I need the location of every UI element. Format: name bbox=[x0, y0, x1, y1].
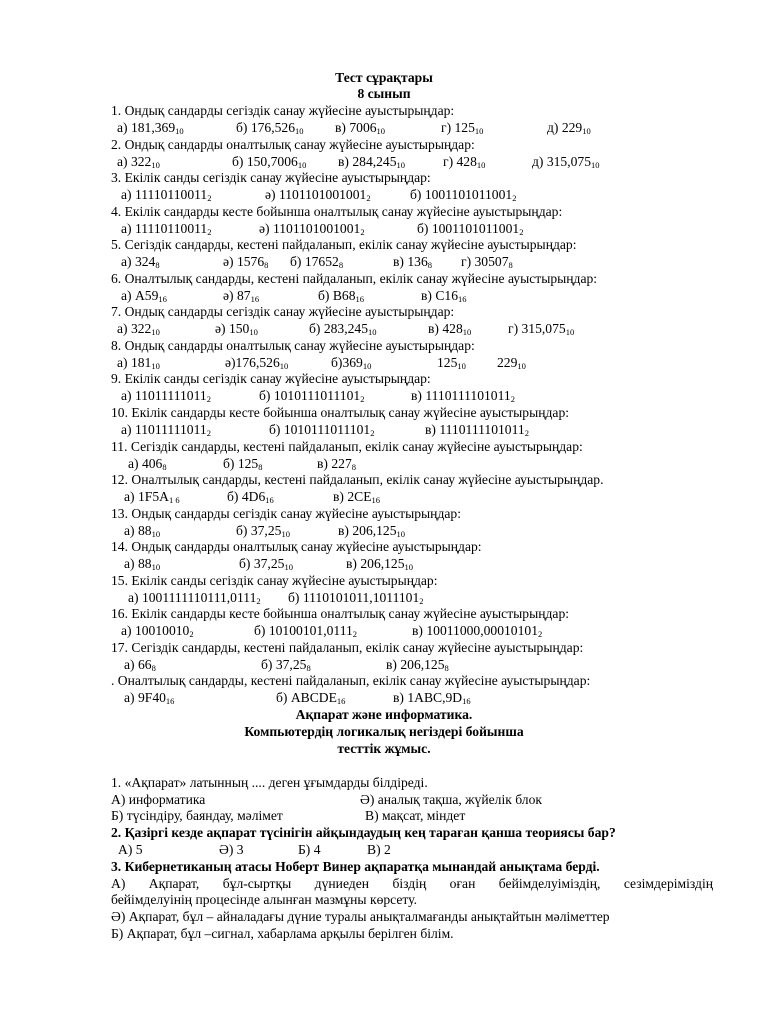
option-base-subscript: 16 bbox=[165, 696, 175, 707]
option-value: д) 315,075 bbox=[532, 153, 592, 169]
option-value: ә) 1576 bbox=[223, 254, 265, 270]
option-value: д) 229 bbox=[547, 120, 583, 135]
option-base-subscript: 8 bbox=[306, 662, 311, 673]
question-11-text: 11. Сегіздік сандарды, кестені пайдаланып, екілік санау жүйесіне ауыстырыңдар: bbox=[111, 438, 583, 454]
question-11-option-3 bbox=[317, 456, 356, 473]
option-base-subscript: 16 bbox=[336, 696, 346, 707]
question-10-option-2 bbox=[269, 422, 374, 439]
question-3-option-1 bbox=[121, 187, 211, 204]
option-value: в) 2CE bbox=[333, 489, 372, 504]
option-value: б) 1110101011,1011101 bbox=[288, 589, 420, 605]
option-base-subscript: 10 bbox=[404, 562, 414, 573]
question-18-options bbox=[0, 690, 768, 707]
option-base-subscript: 16 bbox=[355, 293, 365, 304]
option-base-subscript: 8 bbox=[444, 662, 449, 673]
option-value: а) 11011111011 bbox=[121, 388, 207, 404]
question-18-option-3 bbox=[393, 690, 471, 707]
option-value: б) 17652 bbox=[290, 254, 339, 270]
option-base-subscript: 10 bbox=[362, 360, 372, 371]
option-base-subscript: 2 bbox=[538, 629, 543, 640]
option-base-subscript: 10 bbox=[565, 327, 575, 338]
option-base-subscript: 8 bbox=[351, 461, 356, 472]
option-base-subscript: 2 bbox=[370, 427, 375, 438]
question-10-options bbox=[0, 422, 768, 439]
quiz-q2-option-ae: Ә) 3 bbox=[219, 842, 244, 857]
option-base-subscript: 2 bbox=[189, 629, 194, 640]
question-8-text: 8. Ондық сандарды оналтылық санау жүйесіне ауыстырыңдар: bbox=[111, 337, 475, 353]
question-7-text: 7. Ондық сандарды сегіздік санау жүйесіне ауыстырыңдар: bbox=[111, 304, 455, 320]
question-1-option-4 bbox=[441, 120, 483, 137]
option-value: ә) 87 bbox=[223, 287, 251, 303]
option-base-subscript: 8 bbox=[151, 662, 156, 673]
option-base-subscript: 10 bbox=[151, 327, 160, 338]
question-5-option-5 bbox=[461, 254, 513, 271]
question-2-option-5 bbox=[532, 154, 600, 171]
question-15-option-1 bbox=[128, 590, 261, 607]
option-base-subscript: 2 bbox=[524, 427, 529, 438]
quiz-q3-option-b: Б) Ақпарат, бұл –сигнал, хабарлама арқылы берілген білім. bbox=[111, 926, 454, 941]
question-5-text: 5. Сегіздік сандарды, кестені пайдаланып, екілік санау жүйесіне ауыстырыңдар: bbox=[111, 237, 577, 253]
quiz-q3-option-a-line1: А) Ақпарат, бұл-сыртқы дүниеден біздің оған бейімделуіміздің, сезімдеріміздің bbox=[111, 876, 713, 891]
question-9-option-3 bbox=[411, 388, 515, 405]
option-value: б) 1001101011001 bbox=[410, 187, 513, 203]
document-title: Тест сұрақтары bbox=[335, 70, 433, 85]
option-base-subscript: 10 bbox=[582, 126, 591, 136]
option-base-subscript: 2 bbox=[207, 226, 212, 237]
question-5-option-4 bbox=[393, 254, 432, 271]
question-3-option-2 bbox=[265, 187, 371, 204]
option-base-subscript: 2 bbox=[352, 629, 358, 640]
question-15-option-2 bbox=[288, 590, 424, 607]
quiz-q1-option-v: В) мақсат, міндет bbox=[365, 808, 466, 823]
question-8-option-5 bbox=[497, 355, 526, 372]
option-value: в) 284,245 bbox=[338, 153, 397, 169]
question-11-options bbox=[0, 456, 768, 473]
question-6-options bbox=[0, 288, 768, 305]
option-value: г) 315,075 bbox=[508, 321, 566, 337]
option-base-subscript: 8 bbox=[508, 260, 513, 271]
question-1-option-1 bbox=[117, 120, 184, 137]
question-8-option-3 bbox=[331, 355, 371, 372]
question-7-option-1 bbox=[117, 321, 160, 338]
quiz-q1-option-b: Б) түсіндіру, баяндау, мәлімет bbox=[111, 808, 283, 823]
question-15-options bbox=[0, 590, 768, 607]
option-base-subscript: 10 bbox=[474, 126, 484, 136]
question-9-option-1 bbox=[121, 388, 211, 405]
option-value: а) 1F5A bbox=[124, 489, 169, 504]
question-3-text: 3. Екілік санды сегіздік санау жүйесіне ауыстырыңдар: bbox=[111, 170, 431, 186]
option-value: в) 10011000,00010101 bbox=[412, 623, 538, 639]
option-base-subscript: 10 bbox=[396, 159, 406, 170]
option-base-subscript: 10 bbox=[297, 159, 307, 170]
option-value: б) 37,25 bbox=[261, 656, 307, 672]
question-7-option-5 bbox=[508, 321, 574, 338]
quiz-question-2: 2. Қазіргі кезде ақпарат түсінігін айқындаудың кең тараған қанша теориясы бар? bbox=[111, 825, 616, 840]
quiz-q3-option-ae: Ә) Ақпарат, бұл – айналадағы дүние туралы анықталмағанды анықтайтын мәліметтер bbox=[111, 909, 610, 924]
question-10-option-1 bbox=[121, 422, 211, 439]
option-base-subscript: 16 bbox=[250, 293, 260, 304]
question-6-option-4 bbox=[421, 288, 467, 305]
question-13-option-3 bbox=[338, 523, 405, 540]
question-14-option-3 bbox=[346, 556, 413, 573]
option-value: г) 125 bbox=[441, 120, 475, 135]
option-value: б) 1010111011101 bbox=[259, 388, 361, 404]
quiz-q2-option-a: А) 5 bbox=[118, 842, 143, 857]
option-value: 125 bbox=[437, 354, 458, 370]
question-4-options bbox=[0, 221, 768, 238]
question-7-options bbox=[0, 321, 768, 338]
option-value: а) 324 bbox=[121, 254, 156, 270]
option-base-subscript: 10 bbox=[476, 159, 486, 170]
quiz-q2-option-b: Б) 4 bbox=[298, 842, 321, 857]
option-value: в) 1ABC,9D bbox=[393, 690, 463, 706]
question-2-option-4 bbox=[443, 154, 485, 171]
question-5-options bbox=[0, 254, 768, 271]
option-base-subscript: 8 bbox=[162, 461, 167, 472]
option-base-subscript: 2 bbox=[360, 394, 365, 405]
question-5-option-3 bbox=[290, 254, 343, 271]
option-value: б) 125 bbox=[223, 455, 259, 471]
question-7-option-2 bbox=[215, 321, 258, 338]
question-17-option-1 bbox=[124, 657, 156, 674]
question-17-option-3 bbox=[386, 657, 449, 674]
question-16-option-2 bbox=[254, 623, 357, 640]
question-4-option-2 bbox=[259, 221, 365, 238]
question-13-options bbox=[0, 523, 768, 540]
option-value: а) 181,369 bbox=[117, 120, 176, 135]
option-value: ә) 1101101001001 bbox=[259, 220, 361, 236]
option-base-subscript: 10 bbox=[396, 528, 406, 539]
option-value: б)369 bbox=[331, 354, 363, 370]
question-2-text: 2. Ондық сандарды оналтылық санау жүйесіне ауыстырыңдар: bbox=[111, 136, 475, 152]
option-base-subscript: 8 bbox=[427, 260, 432, 271]
question-5-option-2 bbox=[223, 254, 268, 271]
option-value: в) 227 bbox=[317, 455, 352, 471]
section-title: Ақпарат және информатика. bbox=[295, 707, 473, 722]
quiz-q1-option-a: А) информатика bbox=[111, 792, 206, 807]
question-12-option-3 bbox=[333, 489, 380, 506]
option-value: а) 66 bbox=[124, 656, 152, 672]
question-15-text: 15. Екілік санды сегіздік санау жүйесіне ауыстырыңдар: bbox=[111, 572, 438, 588]
quiz-question-3: 3. Кибернетиканың атасы Ноберт Винер ақпаратқа мынандай анықтама берді. bbox=[111, 859, 600, 874]
question-10-option-3 bbox=[425, 422, 529, 439]
option-value: б) B68 bbox=[318, 287, 356, 303]
option-base-subscript: 2 bbox=[206, 427, 211, 438]
option-value: г) 30507 bbox=[461, 254, 509, 270]
option-value: в) 428 bbox=[428, 321, 463, 337]
option-value: а) 11011111011 bbox=[121, 421, 207, 437]
option-value: а) 406 bbox=[128, 455, 163, 471]
question-8-option-1 bbox=[117, 355, 160, 372]
option-base-subscript: 16 bbox=[462, 696, 471, 707]
question-3-option-3 bbox=[410, 187, 516, 204]
question-14-text: 14. Ондық сандарды оналтылық санау жүйесіне ауыстырыңдар: bbox=[111, 539, 482, 555]
question-7-option-4 bbox=[428, 321, 471, 338]
question-11-option-2 bbox=[223, 456, 262, 473]
option-base-subscript: 1 6 bbox=[168, 495, 180, 505]
option-value: а) 88 bbox=[124, 522, 152, 538]
option-value: ә)176,526 bbox=[225, 354, 280, 370]
question-9-options bbox=[0, 388, 768, 405]
question-16-options bbox=[0, 623, 768, 640]
question-18-option-1 bbox=[124, 690, 174, 707]
question-1-option-3 bbox=[335, 120, 385, 137]
option-value: б) 37,25 bbox=[239, 556, 285, 572]
question-8-option-2 bbox=[225, 355, 288, 372]
question-1-text: 1. Ондық сандарды сегіздік санау жүйесіне ауыстырыңдар: bbox=[111, 103, 455, 118]
option-value: в) C16 bbox=[421, 287, 459, 303]
option-base-subscript: 2 bbox=[207, 193, 212, 204]
option-base-subscript: 10 bbox=[462, 327, 472, 338]
question-12-options bbox=[0, 489, 768, 506]
question-9-text: 9. Екілік санды сегіздік санау жүйесіне ауыстырыңдар: bbox=[111, 371, 431, 387]
option-base-subscript: 8 bbox=[264, 260, 269, 271]
quiz-q3-option-a-line2: бейімделуінің процесінде алынған мазмұны көрсету. bbox=[111, 892, 417, 907]
question-9-option-2 bbox=[259, 388, 364, 405]
question-13-text: 13. Ондық сандарды сегіздік санау жүйесіне ауыстырыңдар: bbox=[111, 505, 461, 521]
option-value: в) 1110111101011 bbox=[411, 388, 511, 404]
question-13-option-2 bbox=[236, 523, 290, 540]
question-4-option-3 bbox=[417, 221, 523, 238]
option-base-subscript: 10 bbox=[175, 126, 184, 136]
question-12-text: 12. Оналтылық сандарды, кестені пайдаланып, екілік санау жүйесіне ауыстырыңдар. bbox=[111, 472, 604, 487]
option-base-subscript: 10 bbox=[279, 360, 289, 371]
option-base-subscript: 10 bbox=[249, 327, 258, 338]
option-value: в) 136 bbox=[393, 254, 428, 270]
option-value: в) 7006 bbox=[335, 120, 377, 135]
question-2-option-2 bbox=[232, 154, 306, 171]
question-4-option-1 bbox=[121, 221, 211, 238]
option-value: ә) 1101101001001 bbox=[265, 187, 367, 203]
question-8-options bbox=[0, 355, 768, 372]
option-value: а) 322 bbox=[117, 321, 152, 337]
option-base-subscript: 10 bbox=[368, 327, 377, 338]
option-base-subscript: 16 bbox=[158, 293, 167, 304]
option-base-subscript: 10 bbox=[295, 126, 304, 136]
question-10-text: 10. Екілік сандарды кесте бойынша оналтылық санау жүйесіне ауыстырыңдар: bbox=[111, 404, 570, 420]
option-value: а) 322 bbox=[117, 153, 152, 169]
grade-label: 8 сынып bbox=[357, 86, 411, 101]
question-14-options bbox=[0, 556, 768, 573]
option-value: а) 10010010 bbox=[121, 623, 190, 639]
question-14-option-2 bbox=[239, 556, 293, 573]
option-value: б) 1010111011101 bbox=[269, 421, 371, 437]
option-value: б) 176,526 bbox=[236, 120, 296, 135]
question-13-option-1 bbox=[124, 523, 160, 540]
option-base-subscript: 8 bbox=[338, 260, 344, 271]
option-base-subscript: 16 bbox=[458, 293, 467, 304]
option-base-subscript: 10 bbox=[376, 126, 386, 136]
section-subtitle-2: тесттік жұмыс. bbox=[337, 741, 431, 756]
question-6-option-2 bbox=[223, 288, 259, 305]
question-11-option-1 bbox=[128, 456, 167, 473]
question-6-option-3 bbox=[318, 288, 364, 305]
question-3-options bbox=[0, 187, 768, 204]
option-value: ә) 150 bbox=[215, 321, 250, 337]
option-base-subscript: 10 bbox=[151, 360, 160, 371]
question-2-options bbox=[0, 154, 768, 171]
option-base-subscript: 8 bbox=[258, 461, 263, 472]
option-base-subscript: 2 bbox=[366, 193, 371, 204]
option-base-subscript: 16 bbox=[265, 495, 274, 505]
option-value: а) 11110110011 bbox=[121, 220, 208, 236]
option-value: 229 bbox=[497, 354, 518, 370]
question-17-option-2 bbox=[261, 657, 311, 674]
option-value: а) 1001111110111,0111 bbox=[128, 589, 257, 605]
option-value: б) 10100101,0111 bbox=[254, 623, 353, 639]
option-value: б) ABCDE bbox=[276, 690, 337, 706]
option-base-subscript: 10 bbox=[151, 562, 161, 573]
question-1-option-2 bbox=[236, 120, 304, 137]
option-base-subscript: 2 bbox=[419, 595, 424, 606]
question-18-text: . Оналтылық сандарды, кестені пайдаланып, екілік санау жүйесіне ауыстырыңдар: bbox=[111, 673, 591, 689]
option-value: в) 206,125 bbox=[346, 556, 405, 572]
question-2-option-3 bbox=[338, 154, 405, 171]
section-subtitle: Компьютердің логикалық негіздері бойынша bbox=[244, 724, 524, 739]
option-base-subscript: 16 bbox=[371, 495, 381, 505]
question-17-text: 17. Сегіздік сандарды, кестені пайдаланып, екілік санау жүйесіне ауыстырыңдар: bbox=[111, 639, 584, 655]
option-value: б) 4D6 bbox=[227, 489, 266, 504]
option-base-subscript: 2 bbox=[256, 595, 261, 606]
option-value: в) 206,125 bbox=[386, 656, 445, 672]
question-14-option-1 bbox=[124, 556, 160, 573]
option-value: а) 181 bbox=[117, 354, 152, 370]
option-value: а) 9F40 bbox=[124, 690, 166, 706]
option-value: в) 1110111101011 bbox=[425, 421, 525, 437]
question-1-options bbox=[0, 120, 768, 137]
question-1-option-5 bbox=[547, 120, 591, 137]
question-8-option-4 bbox=[437, 355, 466, 372]
option-base-subscript: 2 bbox=[510, 394, 515, 405]
option-value: б) 37,25 bbox=[236, 522, 282, 538]
question-12-option-1 bbox=[124, 489, 180, 506]
option-value: а) A59 bbox=[121, 287, 159, 303]
question-16-option-3 bbox=[412, 623, 542, 640]
option-value: г) 428 bbox=[443, 153, 477, 169]
option-base-subscript: 8 bbox=[155, 260, 160, 271]
option-value: б) 283,245 bbox=[309, 321, 369, 337]
question-6-option-1 bbox=[121, 288, 167, 305]
option-base-subscript: 2 bbox=[519, 226, 524, 237]
option-base-subscript: 10 bbox=[457, 360, 466, 371]
option-base-subscript: 2 bbox=[512, 193, 517, 204]
quiz-q2-option-v: В) 2 bbox=[367, 842, 391, 857]
option-base-subscript: 10 bbox=[151, 159, 160, 170]
question-4-text: 4. Екілік сандарды кесте бойынша оналтылық санау жүйесіне ауыстырыңдар: bbox=[111, 203, 563, 219]
option-base-subscript: 10 bbox=[517, 360, 526, 371]
quiz-question-1: 1. «Ақпарат» латынның .... деген ұғымдарды білдіреді. bbox=[111, 775, 428, 790]
option-value: б) 150,7006 bbox=[232, 153, 298, 169]
option-value: а) 88 bbox=[124, 556, 152, 572]
question-6-text: 6. Оналтылық сандарды, кестені пайдаланып, екілік санау жүйесіне ауыстырыңдар: bbox=[111, 270, 598, 286]
option-base-subscript: 10 bbox=[281, 528, 290, 539]
question-12-option-2 bbox=[227, 489, 274, 506]
option-base-subscript: 2 bbox=[206, 394, 211, 405]
option-value: б) 1001101011001 bbox=[417, 220, 520, 236]
question-16-option-1 bbox=[121, 623, 194, 640]
option-base-subscript: 2 bbox=[360, 226, 365, 237]
question-17-options bbox=[0, 657, 768, 674]
question-2-option-1 bbox=[117, 154, 160, 171]
question-5-option-1 bbox=[121, 254, 160, 271]
quiz-q1-option-ae: Ә) аналық тақша, жүйелік блок bbox=[360, 792, 542, 807]
question-16-text: 16. Екілік сандарды кесте бойынша оналтылық санау жүйесіне ауыстырыңдар: bbox=[111, 606, 570, 622]
option-base-subscript: 10 bbox=[591, 159, 600, 170]
option-value: а) 11110110011 bbox=[121, 187, 208, 203]
option-value: в) 206,125 bbox=[338, 522, 397, 538]
option-base-subscript: 10 bbox=[151, 528, 161, 539]
option-base-subscript: 10 bbox=[284, 562, 293, 573]
question-7-option-3 bbox=[309, 321, 377, 338]
question-18-option-2 bbox=[276, 690, 345, 707]
